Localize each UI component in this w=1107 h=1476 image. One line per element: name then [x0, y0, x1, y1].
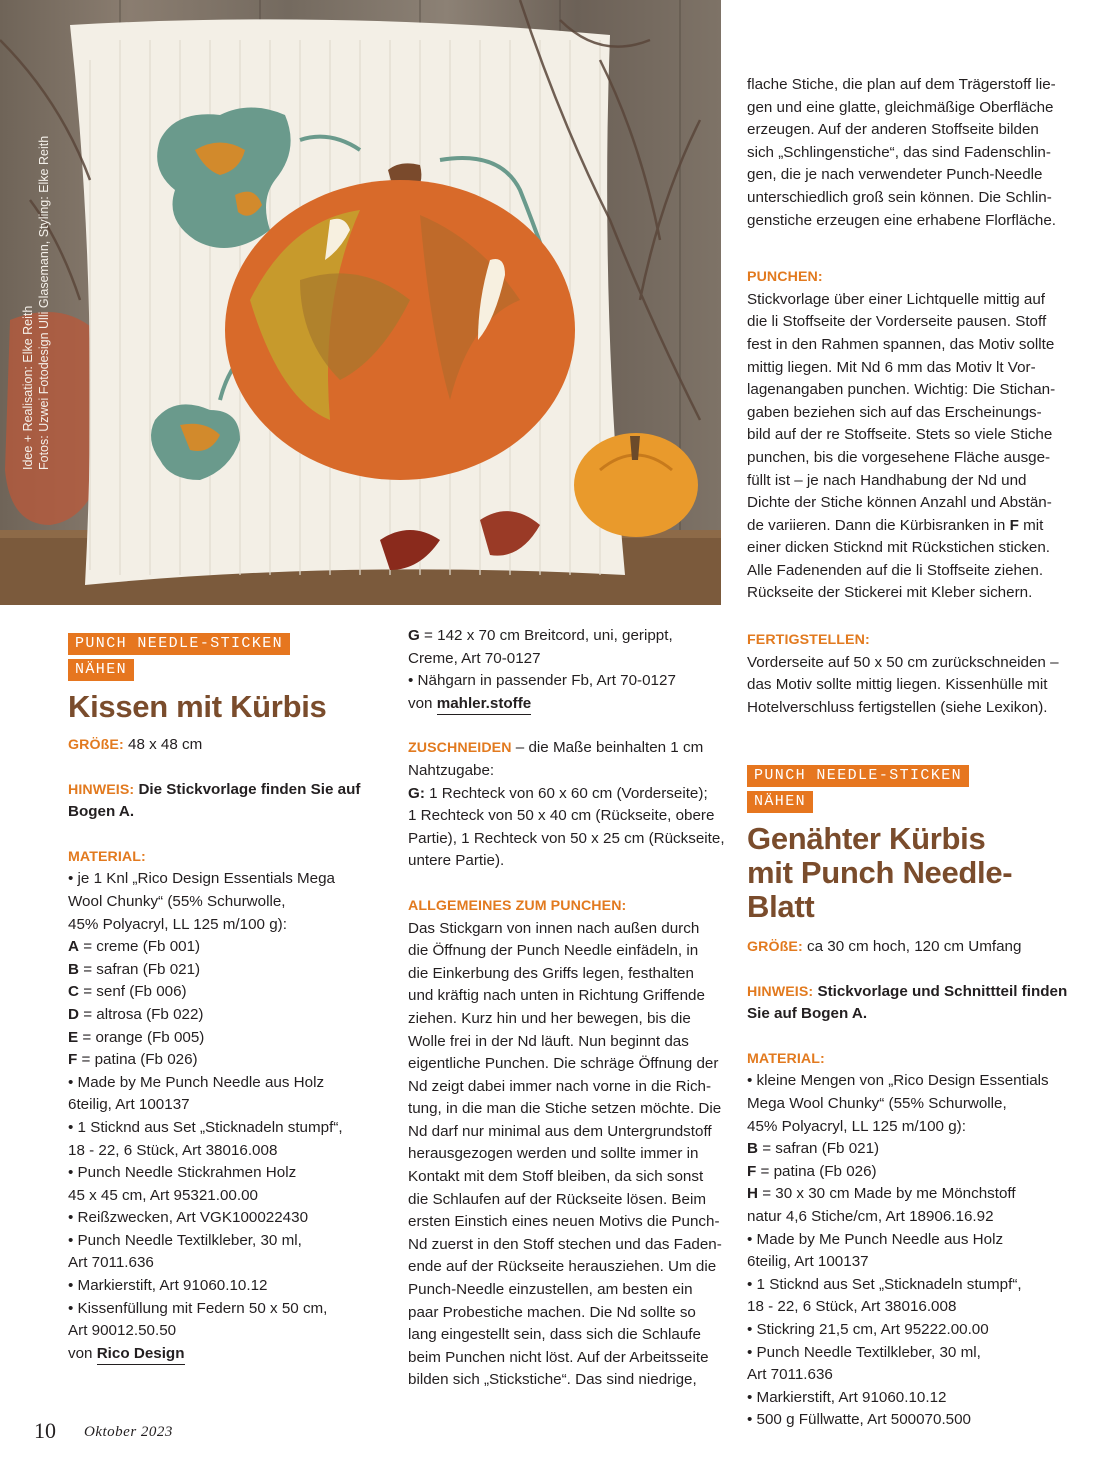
finishing-heading: FERTIGSTELLEN: [747, 632, 870, 649]
paragraph-line: flache Stiche, die plan auf dem Trägerstoff lie- [747, 76, 1056, 93]
supply-item: • Markierstift, Art 91060.10.12 [747, 1388, 947, 1406]
hint-line-2: Sie auf Bogen A. [747, 1005, 868, 1023]
supply-item: 6teilig, Art 100137 [747, 1253, 869, 1271]
yarn-color-item: C = senf (Fb 006) [68, 983, 187, 1001]
paragraph-line: Das Stickgarn von innen nach außen durch [408, 919, 700, 937]
paragraph-line: Alle Fadenenden auf die li Stoffseite ziehen. [747, 561, 1044, 579]
paragraph-line: mittig liegen. Mit Nd 6 mm das Motiv lt Vor- [747, 358, 1036, 376]
supply-item: • Punch Needle Stickrahmen Holz [68, 1164, 297, 1182]
hint-line: HINWEIS: Die Stickvorlage finden Sie auf [68, 780, 361, 798]
fabric-line: • Nähgarn in passender Fb, Art 70-0127 [408, 672, 676, 690]
paragraph-line: tung, in die man die Stiche setzen möchte. Die [408, 1100, 722, 1118]
supply-item: • Reißzwecken, Art VGK100022430 [68, 1209, 309, 1227]
supply-item: • Stickring 21,5 cm, Art 95222.00.00 [747, 1320, 989, 1338]
supply-item: natur 4,6 Stiche/cm, Art 18906.16.92 [747, 1207, 994, 1225]
cutting-line: Partie), 1 Rechteck von 50 x 25 cm (Rückseite, [408, 829, 725, 847]
paragraph-line: gen und eine glatte, gleichmäßige Oberfläche [747, 98, 1054, 116]
material-line: Mega Wool Chunky“ (55% Schurwolle, [747, 1094, 1007, 1112]
fabric-line: Creme, Art 70-0127 [408, 649, 541, 667]
yarn-color-list [68, 936, 368, 1072]
page-number: 10 [34, 1418, 56, 1443]
supply-item: • 1 Sticknd aus Set „Sticknadeln stumpf“, [747, 1275, 1022, 1293]
supply-item: Art 90012.50.50 [68, 1322, 177, 1340]
paragraph-line: herausgezogen werden und sollte immer in [408, 1145, 699, 1163]
paragraph-line: und kräftig nach unten in Richtung Griffende [408, 987, 705, 1005]
paragraph-line: Nd zeigt dabei immer nach vorne in die Rich- [408, 1077, 712, 1095]
category-tag: NÄHEN [747, 791, 813, 813]
fabric-details [408, 648, 726, 693]
general-text [408, 918, 726, 1392]
paragraph-line: Nd zuerst in den Stoff stechen und das Faden- [408, 1235, 722, 1253]
instructions-column [408, 625, 726, 1392]
paragraph-line: genstiche erzeugen eine erhabene Florfläche. [747, 211, 1057, 229]
material-line: 45% Polyacryl, LL 125 m/100 g): [747, 1117, 966, 1135]
general-heading: ALLGEMEINES ZUM PUNCHEN: [408, 897, 627, 914]
paragraph-line: die Schlaufen auf der Rückseite lösen. Beim [408, 1190, 707, 1208]
supplier-line: von mahler.stoffe [408, 693, 726, 716]
yarn-color-item: H = 30 x 30 cm Made by me Mönchstoff [747, 1185, 1016, 1203]
paragraph-line: ende auf der Rückseite herausziehen. Um die [408, 1258, 717, 1276]
supplier-link[interactable]: Rico Design [97, 1344, 185, 1365]
cutting-line: G: 1 Rechteck von 60 x 60 cm (Vorderseite); [408, 784, 708, 802]
supply-item: • Made by Me Punch Needle aus Holz [747, 1230, 1004, 1248]
paragraph-line: Punch-Needle einzustellen, am besten ein [408, 1281, 693, 1299]
paragraph-line: füllt ist – je nach Handhabung der Nd und [747, 471, 1027, 489]
article-title: Genähter Kürbis mit Punch Needle-Blatt [747, 821, 1013, 924]
material-heading: MATERIAL: [747, 1050, 825, 1067]
paragraph-line: Vorderseite auf 50 x 50 cm zurückschneiden – [747, 653, 1059, 671]
size-line: GRÖßE: ca 30 cm hoch, 120 cm Umfang [747, 938, 1022, 955]
fabric-line: G = 142 x 70 cm Breitcord, uni, gerippt, [408, 627, 673, 644]
supplier-link[interactable]: mahler.stoffe [437, 694, 532, 715]
paragraph-line: lagenangaben punchen. Wichtig: Die Stichan- [747, 381, 1056, 399]
paragraph-line: Rückseite der Stickerei mit Kleber sichern. [747, 584, 1033, 602]
supply-item: • Markierstift, Art 91060.10.12 [68, 1277, 268, 1295]
supply-list [747, 1206, 1077, 1432]
yarn-color-item: B = safran (Fb 021) [68, 960, 201, 978]
paragraph-line: Stickvorlage über einer Lichtquelle mittig auf [747, 290, 1046, 308]
material-heading: MATERIAL: [68, 848, 146, 865]
article-1-column [68, 632, 368, 1365]
supply-item: Art 7011.636 [68, 1254, 154, 1272]
intro-text [747, 74, 1065, 232]
supply-item: • Punch Needle Textilkleber, 30 ml, [68, 1231, 302, 1249]
paragraph-line: Wolle frei in der Nd läuft. Nun beginnt das [408, 1032, 689, 1050]
paragraph-line: einer dicken Sticknd mit Rückstichen sticken. [747, 539, 1051, 557]
material-line: • kleine Mengen von „Rico Design Essentials [747, 1072, 1049, 1090]
supply-item: 45 x 45 cm, Art 95321.00.00 [68, 1186, 258, 1204]
hint-line-2: Bogen A. [68, 803, 135, 821]
cutting-line: untere Partie). [408, 852, 505, 870]
paragraph-line: die Einkerbung des Griffs legen, festhalten [408, 964, 694, 982]
credit-line-photos: Fotos: Uzwei Fotodesign Ulli Glasemann, Styling: Elke Reith [37, 135, 51, 470]
finishing-text [747, 652, 1065, 720]
paragraph-line: ersten Einstich eines neuen Motivs die Punch- [408, 1213, 720, 1231]
punching-heading: PUNCHEN: [747, 269, 823, 286]
paragraph-line: eigentliche Punchen. Die schräge Öffnung der [408, 1055, 719, 1073]
material-line: Wool Chunky“ (55% Schurwolle, [68, 892, 286, 910]
supply-list [68, 1072, 368, 1343]
supply-item: • Made by Me Punch Needle aus Holz [68, 1073, 325, 1091]
category-tag: PUNCH NEEDLE-STICKEN [68, 633, 290, 655]
supply-item: • 1 Sticknd aus Set „Sticknadeln stumpf“, [68, 1118, 343, 1136]
credit-line-realisation: Idee + Realisation: Elke Reith [21, 305, 35, 470]
paragraph-line: de variieren. Dann die Kürbisranken in F mit [747, 516, 1044, 534]
paragraph-line: erzeugen. Auf der anderen Stoffseite bilden [747, 121, 1039, 139]
paragraph-line: Dichte der Stiche können Anzahl und Abstän- [747, 494, 1052, 512]
hint-line: HINWEIS: Stickvorlage und Schnittteil finden [747, 982, 1068, 1000]
issue-date: Oktober 2023 [84, 1424, 173, 1440]
punching-text [747, 289, 1065, 605]
paragraph-line: das Motiv sollte mittig liegen. Kissenhülle mit [747, 676, 1048, 694]
supply-item: 18 - 22, 6 Stück, Art 38016.008 [68, 1141, 278, 1159]
category-tag: NÄHEN [68, 659, 134, 681]
yarn-color-item: F = patina (Fb 026) [68, 1051, 198, 1069]
yarn-color-item: F = patina (Fb 026) [747, 1162, 877, 1180]
paragraph-line: sich „Schlingenstiche“, das sind Fadenschlin- [747, 143, 1051, 161]
paragraph-line: Nd darf nur minimal aus dem Untergrundstoff [408, 1122, 712, 1140]
paragraph-line: gen, die je nach verwendeter Punch-Needle [747, 166, 1043, 184]
category-tag: PUNCH NEEDLE-STICKEN [747, 765, 969, 787]
supply-item: 18 - 22, 6 Stück, Art 38016.008 [747, 1298, 957, 1316]
paragraph-line: lang eingestellt sein, dass sich die Schlaufe [408, 1326, 701, 1344]
yarn-color-item: D = altrosa (Fb 022) [68, 1005, 204, 1023]
supply-item: • Kissenfüllung mit Federn 50 x 50 cm, [68, 1299, 328, 1317]
instructions-column-right [747, 74, 1065, 719]
paragraph-line: paar Probestiche machen. Die Nd sollte so [408, 1303, 696, 1321]
photo-credit [20, 136, 52, 470]
supply-item: Art 7011.636 [747, 1366, 833, 1384]
material-list [68, 868, 368, 936]
paragraph-line: beim Punchen nicht löst. Auf der Arbeitsseite [408, 1348, 709, 1366]
cutting-line-2: Nahtzugabe: [408, 761, 495, 779]
paragraph-line: bild auf der re Stoffseite. Stets so viele Stiche [747, 426, 1053, 444]
cutting-details [408, 783, 726, 873]
paragraph-line: fest in den Rahmen spannen, das Motiv sollte [747, 335, 1055, 353]
supply-item: • 500 g Füllwatte, Art 500070.500 [747, 1411, 972, 1429]
cutting-line: 1 Rechteck von 50 x 40 cm (Rückseite, obere [408, 807, 715, 825]
yarn-color-item: A = creme (Fb 001) [68, 938, 201, 956]
paragraph-line: punchen, bis die vorgesehene Fläche ausge- [747, 448, 1051, 466]
paragraph-line: die Öffnung der Punch Needle einfädeln, in [408, 942, 699, 960]
supply-item: • Punch Needle Textilkleber, 30 ml, [747, 1343, 981, 1361]
paragraph-line: unterschiedlich groß sein können. Die Schlin- [747, 188, 1052, 206]
paragraph-line: gaben beziehen sich auf das Erscheinungs- [747, 403, 1042, 421]
hero-photo [0, 0, 721, 605]
paragraph-line: die li Stoffseite der Vorderseite pausen. Stoff [747, 313, 1047, 331]
paragraph-line: bilden sich „Stickstiche“. Das sind niedrige, [408, 1371, 697, 1389]
paragraph-line: ziehen. Kurz hin und her bewegen, bis die [408, 1009, 691, 1027]
paragraph-line: Kontakt mit dem Stoff bleiben, da sich sonst [408, 1168, 704, 1186]
paragraph-line: Hotelverschluss fertigstellen (siehe Lexikon). [747, 698, 1048, 716]
article-title: Kissen mit Kürbis [68, 689, 327, 724]
material-line: • je 1 Knl „Rico Design Essentials Mega [68, 870, 335, 888]
material-list [747, 1070, 1077, 1138]
yarn-color-item: E = orange (Fb 005) [68, 1028, 205, 1046]
pillow-illustration [0, 0, 721, 605]
yarn-color-list [747, 1138, 1077, 1206]
article-2-column [747, 764, 1077, 1432]
yarn-color-item: B = safran (Fb 021) [747, 1140, 880, 1158]
cutting-line: ZUSCHNEIDEN – die Maße beinhalten 1 cm [408, 739, 704, 757]
size-line: GRÖßE: 48 x 48 cm [68, 736, 203, 753]
supply-item: 6teilig, Art 100137 [68, 1096, 190, 1114]
supplier-line: von Rico Design [68, 1343, 368, 1366]
material-line: 45% Polyacryl, LL 125 m/100 g): [68, 915, 287, 933]
